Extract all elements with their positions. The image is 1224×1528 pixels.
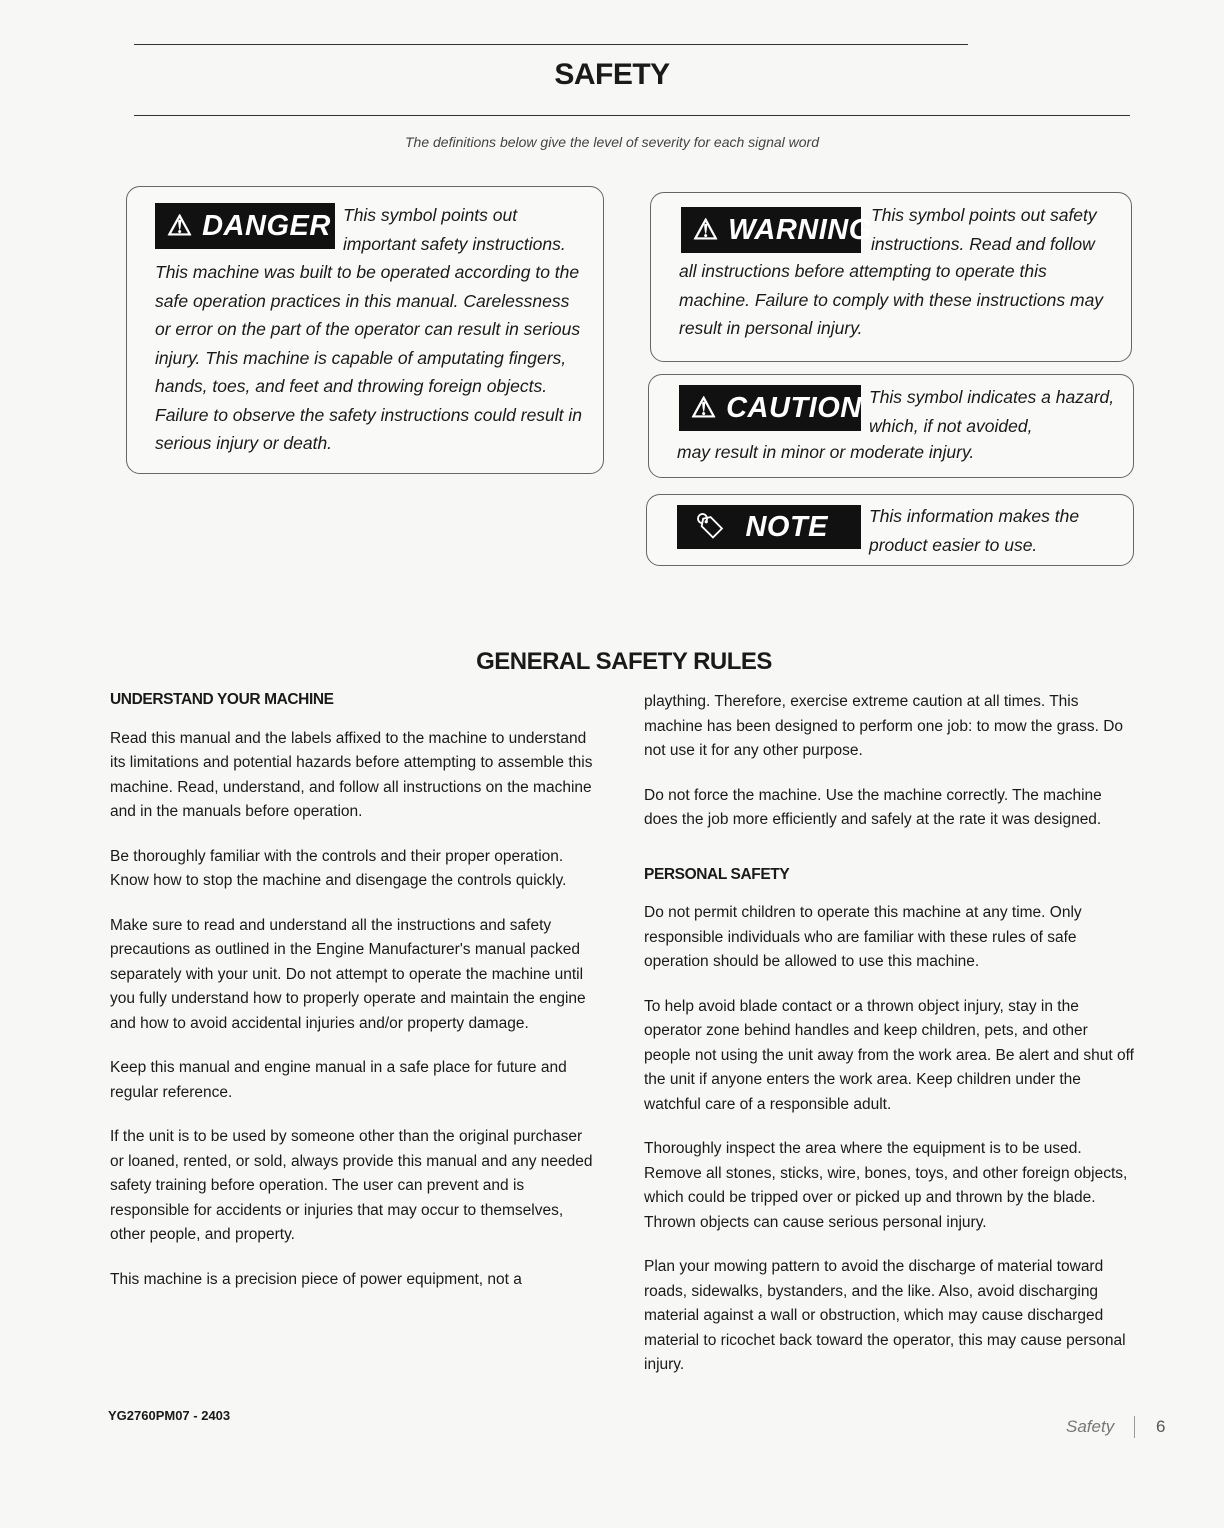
section-heading-understand: UNDERSTAND YOUR MACHINE xyxy=(110,691,334,708)
note-tag-icon: 🏷 xyxy=(695,513,726,540)
caution-body: may result in minor or moderate injury. xyxy=(677,442,975,462)
paragraph: Read this manual and the labels affixed to the machine to understand its limitations and potential hazards before attempting to assemble this machine. Read, understand, and follow all instructions on the machine and in the manuals before operation. xyxy=(110,729,593,820)
title-rule xyxy=(134,115,1130,116)
caution-label: CAUTION xyxy=(726,391,862,424)
signal-word-intro: The definitions below give the level of severity for each signal word xyxy=(405,134,819,150)
right-column xyxy=(644,690,1136,1398)
note-badge xyxy=(677,505,861,549)
caution-lead: This symbol indicates a hazard, which, if not avoided, xyxy=(869,387,1115,436)
note-label: NOTE xyxy=(745,510,829,543)
warning-triangle-icon: ⚠ xyxy=(167,210,193,241)
section-heading-personal-safety: PERSONAL SAFETY xyxy=(644,865,790,883)
paragraph: Do not force the machine. Use the machine correctly. The machine does the job more efficiently and safely at the rate it was designed. xyxy=(644,786,1102,828)
paragraph: Thoroughly inspect the area where the equipment is to be used. Remove all stones, sticks, wire, bones, toys, and other foreign objects, which could be tripped over or picked up and thrown by the blade. Thrown objects can cause serious personal injury. xyxy=(644,1140,1128,1231)
paragraph: This machine is a precision piece of power equipment, not a xyxy=(110,1270,522,1288)
note-box xyxy=(646,494,1134,566)
danger-body: This machine was built to be operated according to the safe operation practices in this manual. Carelessness or error on the part of the operator can result in serious injury. This machine is capable of amputating fingers, hands, toes, and feet and throwing foreign objects. Failure to observe the safety instructions could result in serious injury or death. xyxy=(155,262,583,453)
caution-badge xyxy=(679,385,861,431)
danger-label: DANGER xyxy=(202,209,331,242)
note-lead: This information makes the product easier to use. xyxy=(869,506,1080,555)
warning-lead: This symbol points out safety instructions. Read and follow xyxy=(871,205,1097,254)
paragraph: plaything. Therefore, exercise extreme caution at all times. This machine has been designed to perform one job: to mow the grass. Do not use it for any other purpose. xyxy=(644,693,1124,759)
warning-body: all instructions before attempting to operate this machine. Failure to comply with these instructions may result in personal injury. xyxy=(679,261,1104,338)
warning-label: WARNING xyxy=(728,213,872,246)
paragraph: To help avoid blade contact or a thrown object injury, stay in the operator zone behind handles and keep children, pets, and other people not using the unit away from the work area. Be alert and shut off the unit if anyone enters the work area. Keep children under the watchful care of a responsible adult. xyxy=(644,997,1134,1113)
danger-box xyxy=(126,186,604,474)
general-safety-title: GENERAL SAFETY RULES xyxy=(476,648,772,675)
paragraph: Plan your mowing pattern to avoid the discharge of material toward roads, sidewalks, bystanders, and the like. Also, avoid discharging material against a wall or obstruction, which may cause discharged material to ricochet back toward the operator, this may cause personal injury. xyxy=(644,1258,1126,1373)
paragraph: Be thoroughly familiar with the controls and their proper operation. Know how to stop the machine and disengage the controls quickly. xyxy=(110,847,567,889)
left-column xyxy=(110,688,598,1312)
warning-box xyxy=(650,192,1132,362)
footer-divider xyxy=(1134,1416,1135,1438)
top-rule xyxy=(134,44,968,45)
danger-badge xyxy=(155,203,335,249)
document-code: YG2760PM07 - 2403 xyxy=(108,1408,231,1423)
paragraph: Do not permit children to operate this machine at any time. Only responsible individuals who are familiar with these rules of safe operation should be allowed to use this machine. xyxy=(644,904,1082,970)
paragraph: Keep this manual and engine manual in a safe place for future and regular reference. xyxy=(110,1059,567,1101)
warning-triangle-icon: ⚠ xyxy=(693,214,719,245)
paragraph: If the unit is to be used by someone other than the original purchaser or loaned, rented, or sold, always provide this manual and any needed safety training before operation. The user can prevent and is responsible for accidents or injuries that may occur to themselves, other people, and property. xyxy=(110,1128,593,1243)
page-title: SAFETY xyxy=(554,58,670,91)
warning-triangle-icon: ⚠ xyxy=(691,392,717,423)
paragraph: Make sure to read and understand all the instructions and safety precautions as outlined in the Engine Manufacturer's manual packed separately with your unit. Do not attempt to operate the machine until you fully understand how to properly operate and maintain the engine and how to avoid accidental injuries and/or property damage. xyxy=(110,916,586,1032)
warning-badge xyxy=(681,207,872,253)
footer-section-label: Safety xyxy=(1066,1417,1115,1436)
caution-box xyxy=(648,374,1134,478)
page-number: 6 xyxy=(1156,1417,1166,1436)
danger-lead: This symbol points out important safety instructions. xyxy=(343,205,566,254)
